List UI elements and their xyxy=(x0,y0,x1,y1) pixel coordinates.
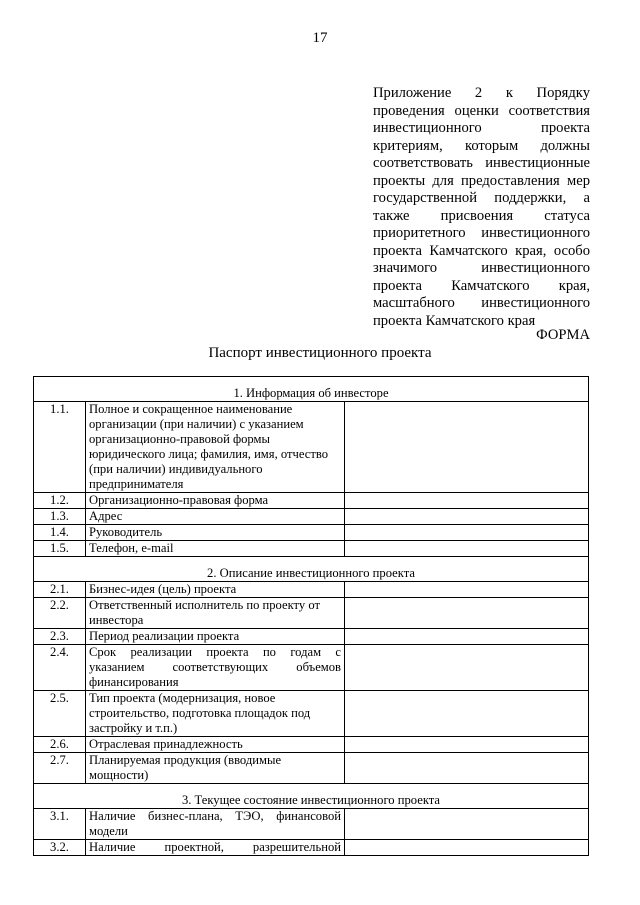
item-value-field[interactable] xyxy=(345,541,589,557)
item-name-line: Планируемая продукция (вводимые xyxy=(89,753,282,767)
item-number: 2.6. xyxy=(34,737,86,753)
item-name-line: Наличие проектной, разрешительной xyxy=(89,840,341,854)
item-name-line: предпринимателя xyxy=(89,477,184,491)
item-name-line: застройку и т.п.) xyxy=(89,721,178,735)
item-value-field[interactable] xyxy=(345,753,589,784)
item-name-line: Наличие бизнес-плана, ТЭО, финансовой xyxy=(89,809,341,823)
section-heading-row xyxy=(34,557,589,582)
table-row xyxy=(34,509,589,525)
item-value-field[interactable] xyxy=(345,840,589,856)
item-name-line: юридического лица; фамилия, имя, отчество xyxy=(89,447,328,461)
item-number: 1.5. xyxy=(34,541,86,557)
table-row xyxy=(34,598,589,629)
item-number: 2.5. xyxy=(34,691,86,737)
item-name-line: Полное и сокращенное наименование xyxy=(89,402,293,416)
item-value-field[interactable] xyxy=(345,509,589,525)
item-name xyxy=(86,809,345,840)
item-value-field[interactable] xyxy=(345,598,589,629)
item-number: 1.2. xyxy=(34,493,86,509)
item-number: 1.3. xyxy=(34,509,86,525)
appendix-line: Приложение 2 к Порядку xyxy=(373,85,590,101)
item-number: 2.7. xyxy=(34,753,86,784)
item-name xyxy=(86,541,345,557)
item-name xyxy=(86,493,345,509)
appendix-line: соответствовать инвестиционные xyxy=(373,155,590,171)
table-row xyxy=(34,809,589,840)
appendix-line: значимого инвестиционного xyxy=(373,260,590,276)
page-number: 17 xyxy=(312,30,328,46)
item-name-line: Период реализации проекта xyxy=(89,629,240,643)
item-name-line: Срок реализации проекта по годам с xyxy=(89,645,341,659)
item-name-line: Отраслевая принадлежность xyxy=(89,737,243,751)
appendix-line: государственной поддержки, а xyxy=(373,190,590,206)
appendix-line: проекты для предоставления мер xyxy=(373,172,590,189)
section-heading: 3. Текущее состояние инвестиционного проекта xyxy=(34,784,589,809)
item-name xyxy=(86,402,345,493)
item-value-field[interactable] xyxy=(345,582,589,598)
table-row xyxy=(34,645,589,691)
table-row xyxy=(34,737,589,753)
item-value-field[interactable] xyxy=(345,629,589,645)
item-number: 2.4. xyxy=(34,645,86,691)
appendix-line: масштабного инвестиционного xyxy=(373,295,590,311)
passport-table xyxy=(33,376,589,856)
item-name xyxy=(86,525,345,541)
item-value-field[interactable] xyxy=(345,525,589,541)
table-row xyxy=(34,629,589,645)
item-name-line: Телефон, e-mail xyxy=(89,541,174,555)
item-value-field[interactable] xyxy=(345,737,589,753)
item-number: 1.1. xyxy=(34,402,86,493)
item-number: 3.2. xyxy=(34,840,86,856)
item-name xyxy=(86,582,345,598)
table-row xyxy=(34,753,589,784)
appendix-line: инвестиционного проекта xyxy=(373,120,590,136)
table-row xyxy=(34,541,589,557)
item-number: 2.2. xyxy=(34,598,86,629)
appendix-line: проекта Камчатского края xyxy=(373,312,536,329)
document-title: Паспорт инвестиционного проекта xyxy=(208,345,432,361)
table-row xyxy=(34,493,589,509)
item-name xyxy=(86,509,345,525)
item-number: 3.1. xyxy=(34,809,86,840)
item-number: 1.4. xyxy=(34,525,86,541)
item-name xyxy=(86,753,345,784)
appendix-line: проекта Камчатского края, xyxy=(373,277,590,294)
appendix-note xyxy=(373,85,590,330)
table-row xyxy=(34,691,589,737)
item-name-line: мощности) xyxy=(89,768,149,782)
item-name xyxy=(86,629,345,645)
item-name-line: Ответственный исполнитель по проекту от xyxy=(89,598,320,612)
table-row xyxy=(34,525,589,541)
item-name-line: инвестора xyxy=(89,613,144,627)
item-value-field[interactable] xyxy=(345,809,589,840)
section-heading: 1. Информация об инвесторе xyxy=(34,377,589,402)
item-number: 2.3. xyxy=(34,629,86,645)
table-row xyxy=(34,840,589,856)
item-name-line: организационно-правовой формы xyxy=(89,432,270,446)
section-heading-row xyxy=(34,377,589,402)
item-name xyxy=(86,645,345,691)
appendix-line: критериям, которым должны xyxy=(373,137,590,154)
item-name-line: организации (при наличии) с указанием xyxy=(89,417,304,431)
form-label: ФОРМА xyxy=(536,327,590,343)
item-name-line: строительство, подготовка площадок под xyxy=(89,706,311,720)
appendix-line: проведения оценки соответствия xyxy=(373,102,590,119)
section-heading-row xyxy=(34,784,589,809)
section-heading: 2. Описание инвестиционного проекта xyxy=(34,557,589,582)
appendix-line: также присвоения статуса xyxy=(373,207,590,224)
item-name-line: указанием соответствующих объемов xyxy=(89,660,341,674)
item-value-field[interactable] xyxy=(345,493,589,509)
item-value-field[interactable] xyxy=(345,691,589,737)
item-name-line: модели xyxy=(89,824,128,838)
item-name-line: Адрес xyxy=(89,509,123,523)
item-name xyxy=(86,691,345,737)
item-name xyxy=(86,840,345,856)
item-name-line: Руководитель xyxy=(89,525,163,539)
item-name xyxy=(86,598,345,629)
item-number: 2.1. xyxy=(34,582,86,598)
item-name xyxy=(86,737,345,753)
item-name-line: Тип проекта (модернизация, новое xyxy=(89,691,276,705)
item-name-line: Организационно-правовая форма xyxy=(89,493,269,507)
appendix-line: проекта Камчатского края, особо xyxy=(373,242,590,259)
appendix-line: приоритетного инвестиционного xyxy=(373,225,590,241)
item-value-field[interactable] xyxy=(345,402,589,493)
item-name-line: Бизнес-идея (цель) проекта xyxy=(89,582,237,596)
table-row xyxy=(34,402,589,493)
item-name-line: финансирования xyxy=(89,675,179,689)
table-row xyxy=(34,582,589,598)
item-value-field[interactable] xyxy=(345,645,589,691)
item-name-line: (при наличии) индивидуального xyxy=(89,462,263,476)
